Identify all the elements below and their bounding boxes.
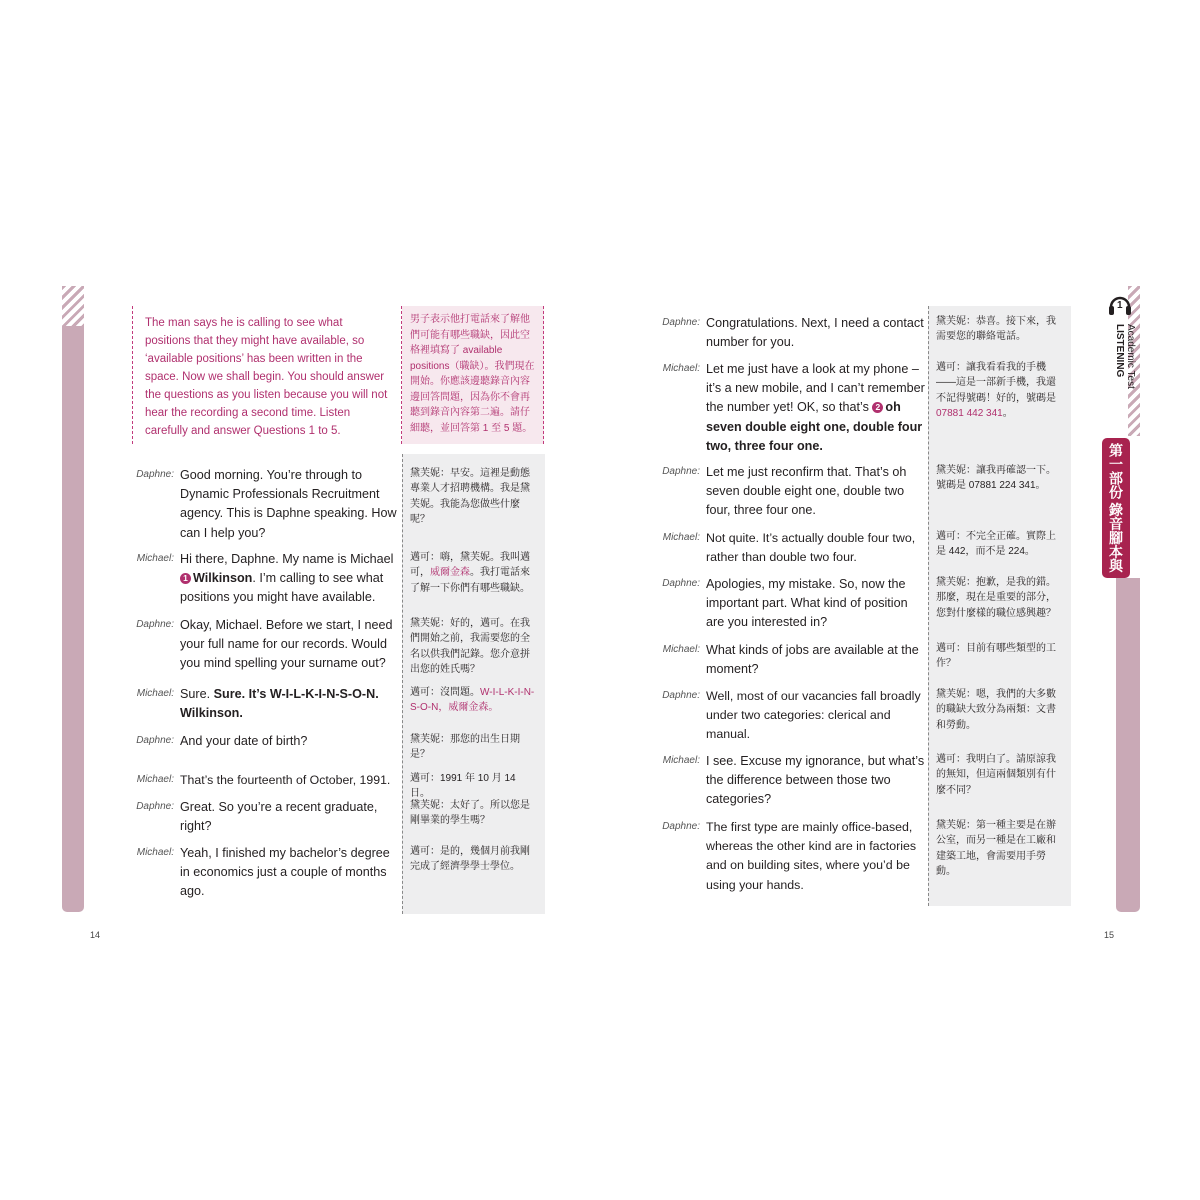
dialogue-english bbox=[180, 550, 398, 608]
text-line: you mind spelling your surname out? bbox=[180, 656, 386, 671]
dialogue-chinese bbox=[410, 685, 538, 716]
text-line: positions you might have available. bbox=[180, 590, 376, 605]
text-line: Let me just reconfirm that. That’s oh bbox=[706, 465, 907, 479]
dialogue-english bbox=[706, 360, 926, 456]
dialogue-chinese: 黛芙妮：恭喜。接下來，我需要您的聯絡電話。 bbox=[936, 316, 1056, 343]
speaker-label: Michael: bbox=[662, 755, 700, 766]
dialogue-english bbox=[180, 798, 398, 836]
speaker-label: Daphne: bbox=[136, 619, 174, 630]
dialogue-chinese: 黛芙妮：太好了。所以您是剛畢業的學生嗎？ bbox=[410, 800, 530, 827]
section-label: LISTENING bbox=[1114, 324, 1125, 378]
text-line: Good morning. You’re through to bbox=[180, 468, 363, 482]
text-line: under two categories: clerical and bbox=[706, 708, 891, 723]
answer-text: seven double eight one, double four bbox=[706, 419, 923, 434]
chapter-tab bbox=[1080, 438, 1130, 578]
right-margin-bar bbox=[1116, 578, 1140, 912]
text-line: I see. Excuse my ignorance, but what’s bbox=[706, 754, 925, 768]
speaker-label: Michael: bbox=[136, 688, 174, 699]
dialogue-english bbox=[706, 314, 926, 352]
text-line: Let me just have a look at my phone – bbox=[706, 362, 919, 376]
text-line bbox=[706, 418, 926, 437]
text-line: ago. bbox=[180, 884, 205, 899]
dialogue-chinese: 邁可：1991 年 10 月 14 日。 bbox=[410, 773, 516, 800]
left-margin-bar bbox=[62, 326, 84, 912]
dialogue-english bbox=[706, 752, 926, 810]
text-line: important part. What kind of position bbox=[706, 596, 908, 611]
dialogue-english bbox=[706, 641, 926, 679]
answer-translation: W-I-L-K-I-N-S-O-N，威爾金森。 bbox=[410, 687, 535, 714]
speaker-label: Daphne: bbox=[136, 469, 174, 480]
text-line: Congratulations. Next, I need a contact bbox=[706, 316, 924, 330]
text-line: manual. bbox=[706, 727, 751, 742]
text-line: Well, most of our vacancies fall broadly bbox=[706, 689, 921, 703]
text-line: Not quite. It’s actually double four two, bbox=[706, 531, 916, 545]
text-line: four, three four one. bbox=[706, 503, 816, 518]
dialogue-chinese: 黛芙妮：早安。這裡是動態專業人才招聘機構。我是黛芙妮。我能為您做些什麼呢？ bbox=[410, 468, 530, 526]
intro-chinese bbox=[402, 306, 544, 444]
text-line: Okay, Michael. Before we start, I need bbox=[180, 618, 393, 632]
text-line: The first type are mainly office-based, bbox=[706, 820, 913, 834]
text-line: Great. So you’re a recent graduate, bbox=[180, 800, 378, 814]
intro-english-text: The man says he is calling to see what positions that they might have available, so ‘available positions’ has been written in the space. Now we shall begin. You should answer the questions as you listen because you will not hear the recording a second time. Listen carefully and answer Questions 1 to 5. bbox=[145, 317, 388, 437]
dialogue-chinese: 邁可：不完全正確。實際上是 442，而不是 224。 bbox=[936, 531, 1056, 558]
text-line: are you interested in? bbox=[706, 615, 828, 630]
dialogue-chinese bbox=[936, 360, 1064, 422]
dialogue-chinese: 黛芙妮：那您的出生日期是？ bbox=[410, 734, 520, 761]
intro-chinese-text: 男子表示他打電話來了解他們可能有哪些職缺，因此空格裡填寫了 available positions（職缺）。我們現在開始。你應該邊聽錄音內容邊回答問題，因為你不會再聽到錄音內容第二遍。請仔細聽，並回答第 1 至 5 題。 bbox=[410, 314, 535, 434]
text-fragment: 。我打電話來了解一下你們有哪些職缺。 bbox=[410, 567, 530, 594]
speaker-label: Michael: bbox=[662, 363, 700, 374]
dialogue-chinese: 黛芙妮：好的，邁可。在我們開始之前，我需要您的全名以供我們記錄。您介意拼出您的姓氏嗎？ bbox=[410, 618, 530, 676]
dialogue-chinese: 黛芙妮：第一種主要是在辦公室，而另一種是在工廠和建築工地，會需要用手勞動。 bbox=[936, 820, 1056, 878]
test-label bbox=[1114, 324, 1136, 434]
text-line: can I help you? bbox=[180, 525, 266, 540]
dialogue-chinese: 邁可：我明白了。請原諒我的無知，但這兩個類別有什麼不同？ bbox=[936, 754, 1056, 796]
text-fragment: 。 bbox=[1002, 408, 1013, 420]
question-marker-2: 2 bbox=[872, 402, 883, 413]
text-line: whereas the other kind are in factories bbox=[706, 839, 917, 854]
speaker-label: Michael: bbox=[136, 774, 174, 785]
text-line bbox=[706, 437, 926, 456]
dialogue-english bbox=[706, 687, 928, 745]
dialogue-english bbox=[180, 771, 402, 790]
answer-translation: 07881 442 341 bbox=[936, 408, 1003, 420]
speaker-label: Daphne: bbox=[662, 578, 700, 589]
speaker-label: Daphne: bbox=[662, 690, 700, 701]
headphone-icon bbox=[1106, 290, 1134, 318]
text-line: And your date of birth? bbox=[180, 734, 308, 748]
answer-translation: 威爾金森 bbox=[430, 567, 470, 579]
text-line: using your hands. bbox=[706, 877, 804, 892]
answer-text: Sure. It’s W-I-L-K-I-N-S-O-N. bbox=[213, 687, 379, 701]
answer-text: oh bbox=[885, 400, 901, 415]
dialogue-english bbox=[180, 466, 398, 543]
dialogue-chinese: 邁可：目前有哪些類型的工作？ bbox=[936, 643, 1056, 670]
speaker-label: Daphne: bbox=[662, 466, 700, 477]
speaker-label: Daphne: bbox=[662, 821, 700, 832]
text-line: Apologies, my mistake. So, now the bbox=[706, 577, 906, 591]
speaker-label: Michael: bbox=[136, 847, 174, 858]
dialogue-english bbox=[180, 616, 398, 674]
text-line: Hi there, Daphne. My name is Michael bbox=[180, 552, 394, 566]
speaker-label: Daphne: bbox=[136, 801, 174, 812]
text-line: moment? bbox=[706, 662, 759, 677]
dialogue-english bbox=[706, 463, 926, 521]
text-line: agency. This is Daphne speaking. How bbox=[180, 506, 397, 521]
speaker-label: Daphne: bbox=[136, 735, 174, 746]
text-fragment: 邁可：嗨，黛芙妮。我叫邁可， bbox=[410, 552, 530, 579]
dialogue-english bbox=[180, 844, 398, 902]
question-marker-1: 1 bbox=[180, 573, 191, 584]
dialogue-chinese bbox=[410, 550, 538, 596]
text-line bbox=[706, 398, 926, 417]
page-number: 15 bbox=[1104, 930, 1115, 940]
text-line: Yeah, I finished my bachelor’s degree bbox=[180, 846, 390, 860]
text-line: Wilkinson. bbox=[180, 706, 243, 721]
section-number: 1 bbox=[1117, 300, 1123, 311]
page-number: 14 bbox=[90, 930, 101, 940]
chapter-tab-text: 第一部份 錄音腳本與中譯 bbox=[1080, 443, 1124, 573]
speaker-label: Michael: bbox=[662, 644, 700, 655]
text-line: categories? bbox=[706, 792, 772, 807]
dialogue-chinese: 邁可：是的，幾個月前我剛完成了經濟學學士學位。 bbox=[410, 846, 530, 873]
dialogue-chinese: 黛芙妮：抱歉，是我的錯。那麼，現在是重要的部分，您對什麼樣的職位感興趣？ bbox=[936, 577, 1056, 619]
text-line: Sure. Sure. It’s W-I-L-K-I-N-S-O-N. bbox=[180, 687, 379, 701]
intro-english bbox=[132, 306, 402, 444]
dialogue-english bbox=[180, 732, 398, 751]
text-line: right? bbox=[180, 819, 212, 834]
speaker-label: Daphne: bbox=[662, 317, 700, 328]
text-line: Dynamic Professionals Recruitment bbox=[180, 487, 380, 502]
dialogue-english bbox=[706, 575, 926, 633]
text-line bbox=[180, 569, 398, 588]
text-fragment: the number yet! OK, so that’s bbox=[706, 400, 869, 415]
text-line: seven double eight one, double two bbox=[706, 484, 905, 499]
text-fragment: 邁可：沒問題。 bbox=[410, 687, 480, 698]
text-line: the difference between those two bbox=[706, 773, 891, 788]
text-fragment: . I’m calling to see what bbox=[252, 571, 384, 586]
text-line: your full name for our records. Would bbox=[180, 637, 387, 652]
dialogue-chinese: 黛芙妮：嗯，我們的大多數的職缺大致分為兩類：文書和勞動。 bbox=[936, 689, 1056, 731]
left-margin-stripe bbox=[62, 286, 84, 326]
dialogue-chinese: 黛芙妮：讓我再確認一下。號碼是 07881 224 341。 bbox=[936, 465, 1056, 492]
text-line: number for you. bbox=[706, 335, 795, 350]
text-line: That’s the fourteenth of October, 1991. bbox=[180, 773, 391, 787]
text-line: it’s a new mobile, and I can’t remember bbox=[706, 381, 925, 396]
dialogue-english bbox=[180, 685, 398, 723]
speaker-label: Michael: bbox=[662, 532, 700, 543]
text-fragment: 邁可：讓我看看我的手機——這是一部新手機，我還不記得號碼！好的，號碼是 bbox=[936, 362, 1056, 404]
text-line: in economics just a couple of months bbox=[180, 865, 387, 880]
text-line: rather than double two four. bbox=[706, 550, 857, 565]
dialogue-english bbox=[706, 818, 928, 895]
dialogue-english bbox=[706, 529, 928, 567]
answer-text: Wilkinson bbox=[193, 571, 253, 586]
test-label-text: Academic Test bbox=[1125, 324, 1136, 389]
answer-text: two, three four one. bbox=[706, 438, 823, 453]
text-line: What kinds of jobs are available at the bbox=[706, 643, 919, 657]
text-line: and on building sites, where you’d be bbox=[706, 858, 910, 873]
speaker-label: Michael: bbox=[136, 553, 174, 564]
